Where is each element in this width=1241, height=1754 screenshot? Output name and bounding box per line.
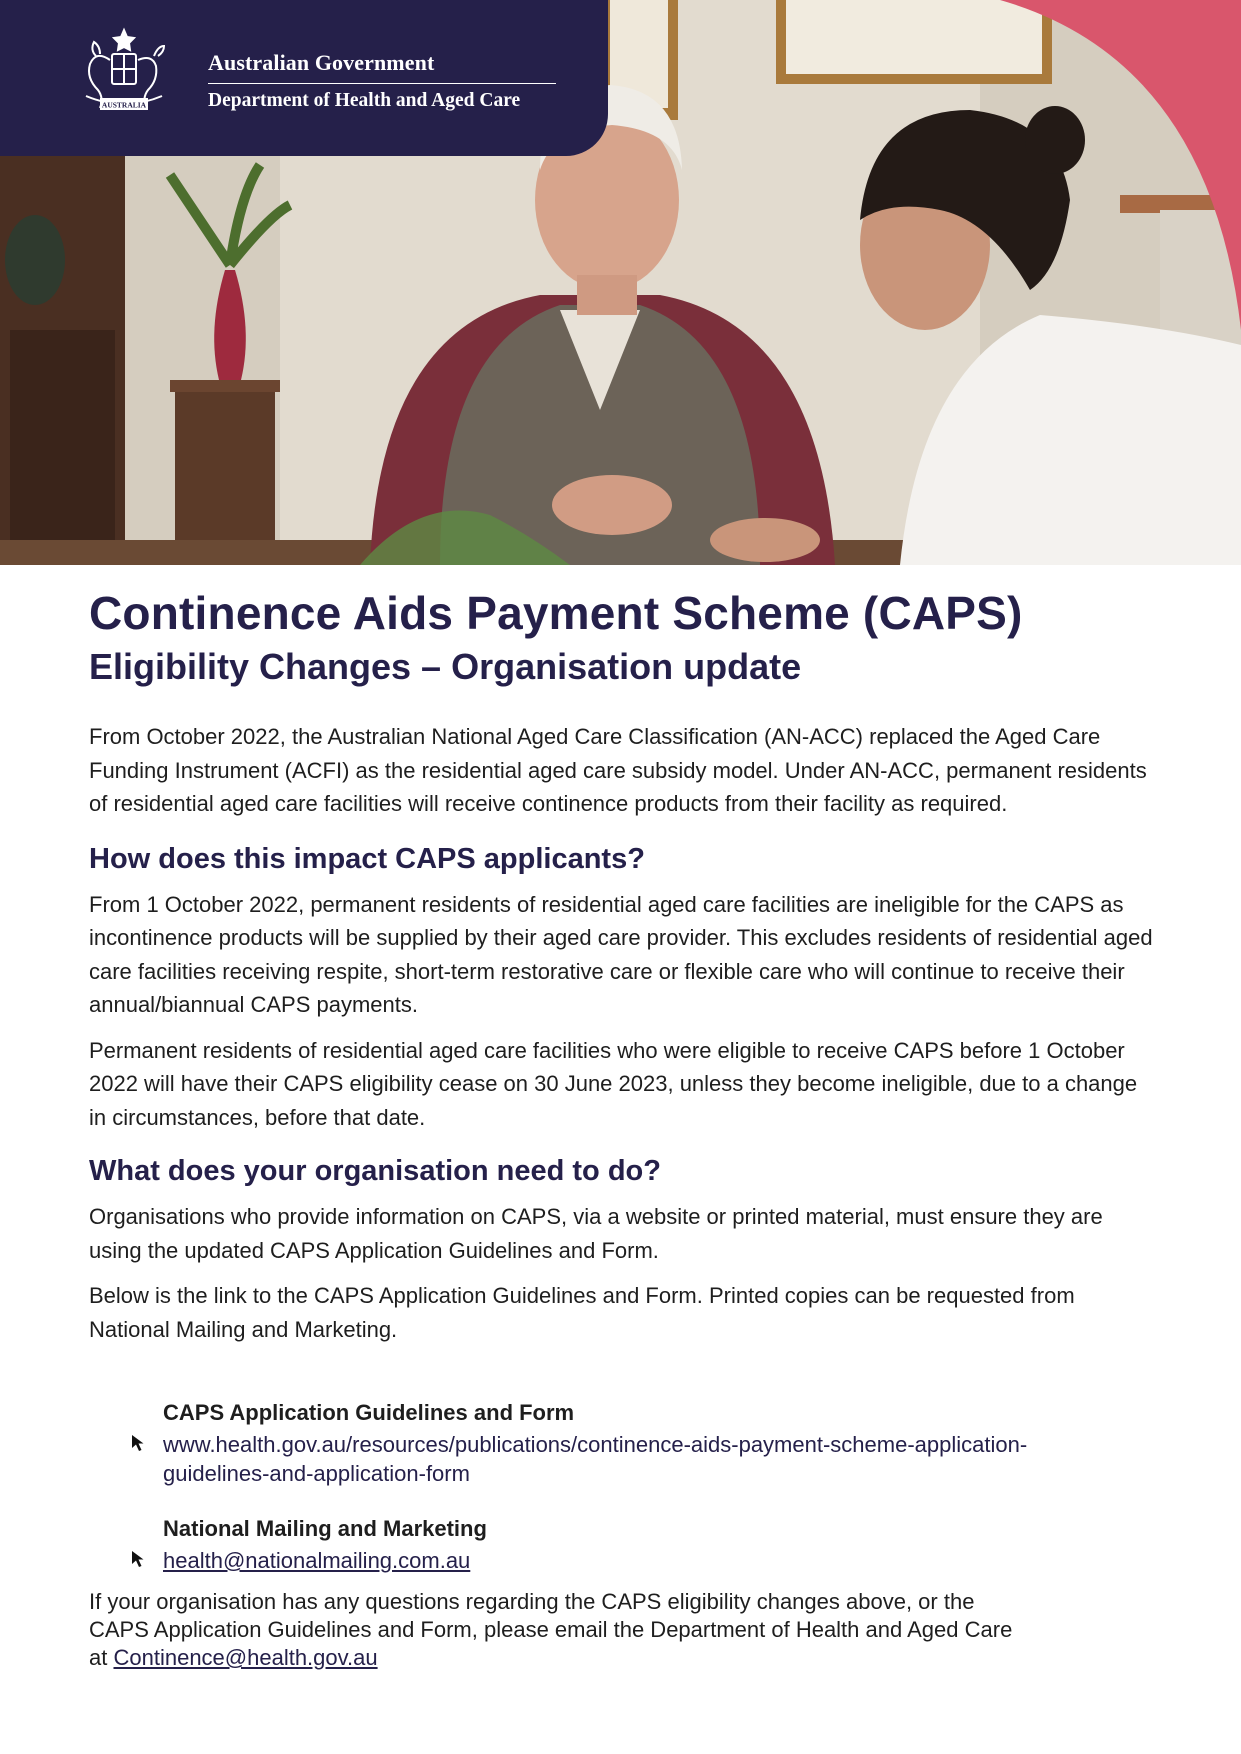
action-paragraph-2: Below is the link to the CAPS Application Guidelines and Form. Printed copies can be requested from National Mailing and Marketing. bbox=[89, 1283, 1075, 1342]
guidelines-url-line-2[interactable]: guidelines-and-application-form bbox=[163, 1461, 470, 1486]
government-name: Australian Government bbox=[208, 50, 435, 75]
impact-paragraph-2: Permanent residents of residential aged care facilities who were eligible to receive CAPS before 1 October 2022 will have their CAPS eligibility cease on 30 June 2023, unless they become ineligible, due to a change in circumstances, before that date. bbox=[89, 1037, 1138, 1130]
intro-paragraph: From October 2022, the Australian National Aged Care Classification (AN-ACC) replaced the Aged Care Funding Instrument (ACFI) as the residential aged care subsidy model. Under AN-ACC, permanent residents of residential aged care facilities will receive continence products from their facility as required. bbox=[89, 724, 1147, 816]
mailing-email-link[interactable]: health@nationalmailing.com.au bbox=[163, 1548, 471, 1573]
cursor-arrow-icon bbox=[130, 1550, 148, 1570]
section-heading-impact: How does this impact CAPS applicants? bbox=[89, 842, 645, 875]
document-body bbox=[89, 585, 1159, 1346]
link-heading-guidelines: CAPS Application Guidelines and Form bbox=[163, 1400, 575, 1425]
contact-text-line-1: If your organisation has any questions regarding the CAPS eligibility changes above, or the bbox=[89, 1589, 975, 1614]
impact-paragraph-1: From 1 October 2022, permanent residents of residential aged care facilities are ineligible for the CAPS as incontinence products will be supplied by their aged care provider. This excludes residents of residential aged care facilities receiving respite, short-term restorative care or flexible care who will continue to receive their annual/biannual CAPS payments. bbox=[89, 891, 1153, 1017]
section-heading-action: What does your organisation need to do? bbox=[89, 1155, 661, 1187]
government-banner bbox=[0, 0, 608, 156]
guidelines-url-link[interactable] bbox=[163, 1430, 1027, 1488]
guidelines-url-line-1[interactable]: www.health.gov.au/resources/publications/continence-aids-payment-scheme-application- bbox=[163, 1432, 1028, 1457]
contact-email-link[interactable]: Continence@health.gov.au bbox=[113, 1645, 378, 1670]
action-paragraph-1: Organisations who provide information on CAPS, via a website or printed material, must ensure they are using the updated CAPS Application Guidelines and Form. bbox=[89, 1204, 1103, 1263]
contact-paragraph bbox=[89, 1588, 1169, 1672]
link-block-guidelines bbox=[163, 1398, 1027, 1488]
page-title: Continence Aids Payment Scheme (CAPS) bbox=[89, 587, 1023, 639]
banner-divider bbox=[208, 83, 556, 84]
page-subtitle: Eligibility Changes – Organisation update bbox=[89, 646, 802, 687]
coat-of-arms-icon bbox=[76, 26, 172, 120]
department-name: Department of Health and Aged Care bbox=[208, 90, 521, 111]
contact-text-prefix: at bbox=[89, 1645, 108, 1670]
cursor-arrow-icon bbox=[130, 1434, 148, 1454]
contact-text-line-2: CAPS Application Guidelines and Form, please email the Department of Health and Aged Care bbox=[89, 1617, 1013, 1642]
link-block-mailing bbox=[163, 1514, 487, 1575]
hero-image bbox=[0, 0, 1241, 565]
link-heading-mailing: National Mailing and Marketing bbox=[163, 1516, 487, 1541]
crest-motto: AUSTRALIA bbox=[101, 100, 147, 110]
